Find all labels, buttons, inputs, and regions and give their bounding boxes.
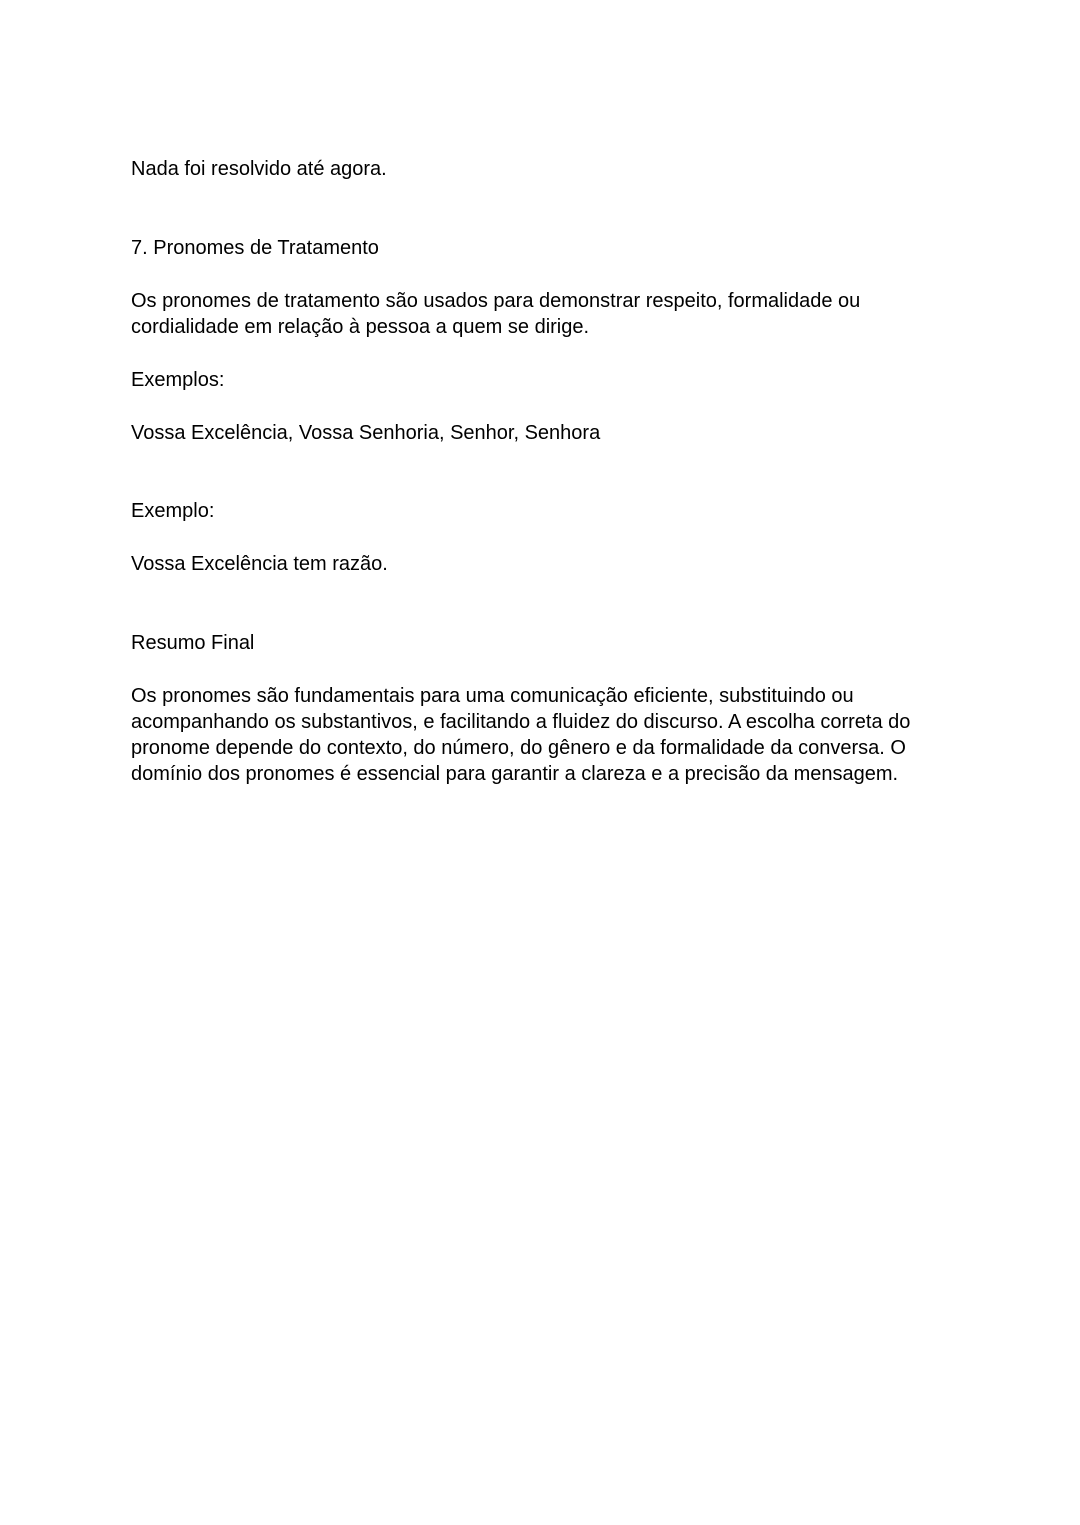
section-heading: Resumo Final (131, 632, 255, 654)
paragraph-text: Os pronomes de tratamento são usados para demonstrar respeito, formalidade ou (131, 290, 861, 312)
paragraph-text: Nada foi resolvido até agora. (131, 158, 387, 180)
summary-text: Os pronomes são fundamentais para uma comunicação eficiente, substituindo ou (131, 685, 854, 707)
paragraph-text: cordialidade em relação à pessoa a quem se dirige. (131, 316, 590, 338)
summary-text: domínio dos pronomes é essencial para garantir a clareza e a precisão da mensagem. (131, 763, 899, 785)
summary-text: acompanhando os substantivos, e facilitando a fluidez do discurso. A escolha correta do (131, 711, 911, 733)
examples-list: Vossa Excelência, Vossa Senhoria, Senhor, Senhora (131, 422, 601, 444)
examples-label: Exemplos: (131, 369, 225, 391)
example-label: Exemplo: (131, 500, 215, 522)
section-heading: 7. Pronomes de Tratamento (131, 237, 379, 259)
summary-text: pronome depende do contexto, do número, do gênero e da formalidade da conversa. O (131, 737, 906, 759)
example-sentence: Vossa Excelência tem razão. (131, 553, 388, 575)
